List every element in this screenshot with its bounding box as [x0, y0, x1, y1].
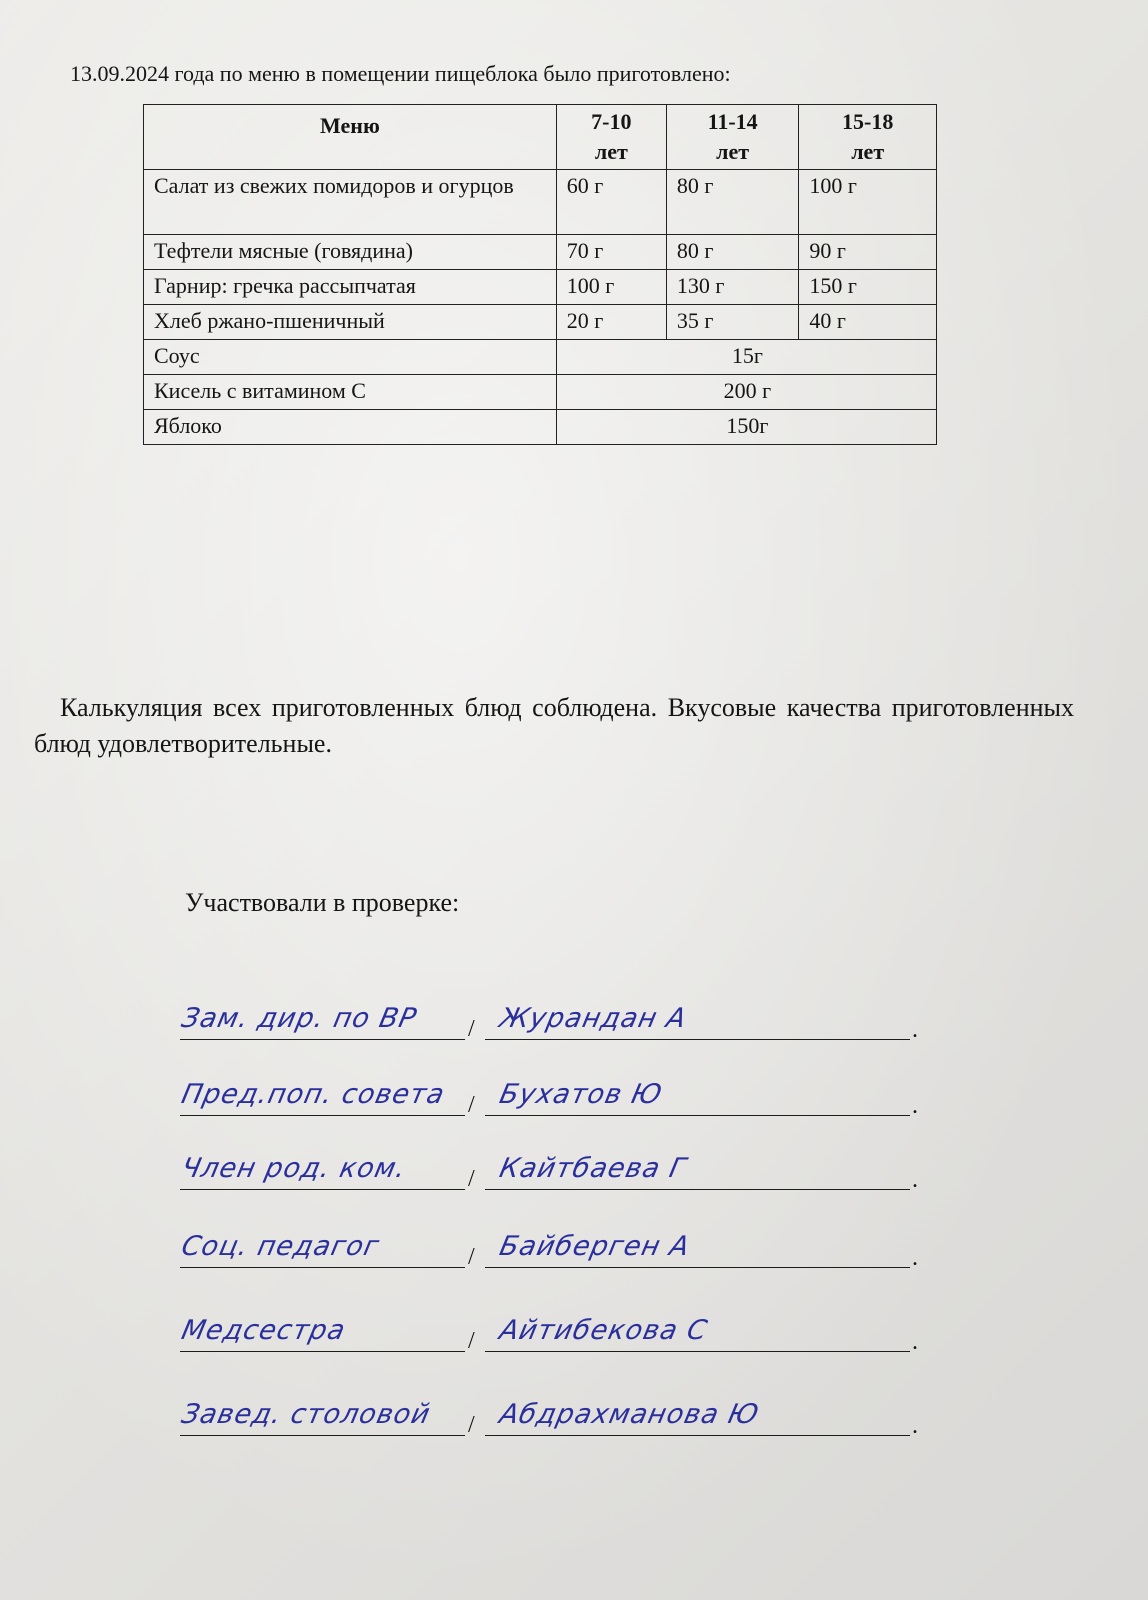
table-row: [144, 340, 937, 375]
portion-15-18: 150 г: [799, 270, 937, 305]
calculation-text: Калькуляция всех приготовленных блюд соблюдена. Вкусовые качества приготовленных блюд удовлетворительные.: [34, 693, 1074, 758]
signature-row: [170, 1076, 940, 1119]
signature-line: [180, 1351, 465, 1353]
dish-name: Хлеб ржано-пшеничный: [144, 305, 557, 340]
dish-name: Соус: [144, 340, 557, 375]
handwritten-name: Журандан А: [496, 1003, 690, 1034]
table-row: [144, 375, 937, 410]
end-mark: .: [912, 1167, 918, 1193]
signature-line: [180, 1039, 465, 1041]
separator: /: [468, 1244, 475, 1270]
handwritten-role: Завед. столовой: [178, 1399, 434, 1430]
header-age-15-18: 15-18 лет: [799, 105, 937, 170]
participants-title: Участвовали в проверке:: [185, 888, 460, 917]
signature-line: [485, 1039, 910, 1041]
handwritten-role: Член род. ком.: [178, 1153, 410, 1184]
separator: /: [468, 1016, 475, 1042]
table-row: [144, 270, 937, 305]
dish-name: Гарнир: гречка рассыпчатая: [144, 270, 557, 305]
separator: /: [468, 1328, 475, 1354]
end-mark: .: [912, 1329, 918, 1355]
handwritten-name: Айтибекова С: [496, 1315, 711, 1346]
separator: /: [468, 1412, 475, 1438]
table-row: [144, 410, 937, 445]
portion-11-14: 80 г: [666, 235, 799, 270]
portion-7-10: 20 г: [556, 305, 666, 340]
end-mark: .: [912, 1093, 918, 1119]
table-row: [144, 235, 937, 270]
portion-7-10: 60 г: [556, 170, 666, 235]
signature-row: [170, 1000, 940, 1043]
dish-name: Кисель с витамином С: [144, 375, 557, 410]
handwritten-role: Соц. педагог: [178, 1231, 383, 1262]
portion-7-10: 100 г: [556, 270, 666, 305]
handwritten-name: Кайтбаева Г: [496, 1153, 690, 1184]
table-row: [144, 170, 937, 235]
signature-line: [180, 1115, 465, 1117]
dish-name: Салат из свежих помидоров и огурцов: [144, 170, 557, 235]
header-age-11-14: 11-14 лет: [666, 105, 799, 170]
signature-line: [485, 1189, 910, 1191]
portion-15-18: 40 г: [799, 305, 937, 340]
portion-15-18: 100 г: [799, 170, 937, 235]
end-mark: .: [912, 1245, 918, 1271]
table-header-row: [144, 105, 937, 170]
dish-name: Тефтели мясные (говядина): [144, 235, 557, 270]
portion-11-14: 35 г: [666, 305, 799, 340]
menu-table: [143, 104, 937, 445]
signature-line: [485, 1115, 910, 1117]
end-mark: .: [912, 1413, 918, 1439]
handwritten-role: Медсестра: [178, 1315, 349, 1346]
portion-11-14: 80 г: [666, 170, 799, 235]
signature-line: [485, 1267, 910, 1269]
handwritten-name: Бухатов Ю: [496, 1079, 666, 1110]
intro-text: 13.09.2024 года по меню в помещении пищеблока было приготовлено:: [70, 61, 731, 86]
handwritten-name: Байберген А: [496, 1231, 693, 1262]
signature-line: [180, 1435, 465, 1437]
portion-15-18: 90 г: [799, 235, 937, 270]
signature-line: [485, 1435, 910, 1437]
portion-all-ages: 150г: [556, 410, 936, 445]
handwritten-role: Пред.поп. совета: [178, 1079, 448, 1110]
handwritten-name: Абдрахманова Ю: [496, 1399, 763, 1430]
end-mark: .: [912, 1017, 918, 1043]
separator: /: [468, 1166, 475, 1192]
signature-row: [170, 1228, 940, 1271]
portion-7-10: 70 г: [556, 235, 666, 270]
signature-line: [180, 1267, 465, 1269]
signature-row: [170, 1150, 940, 1193]
separator: /: [468, 1092, 475, 1118]
signature-row: [170, 1396, 940, 1439]
signature-line: [485, 1351, 910, 1353]
table-row: [144, 305, 937, 340]
handwritten-role: Зам. дир. по ВР: [178, 1003, 420, 1034]
dish-name: Яблоко: [144, 410, 557, 445]
header-age-7-10: 7-10 лет: [556, 105, 666, 170]
portion-all-ages: 200 г: [556, 375, 936, 410]
portion-11-14: 130 г: [666, 270, 799, 305]
header-menu: Меню: [144, 105, 557, 170]
signature-row: [170, 1312, 940, 1355]
portion-all-ages: 15г: [556, 340, 936, 375]
signature-line: [180, 1189, 465, 1191]
